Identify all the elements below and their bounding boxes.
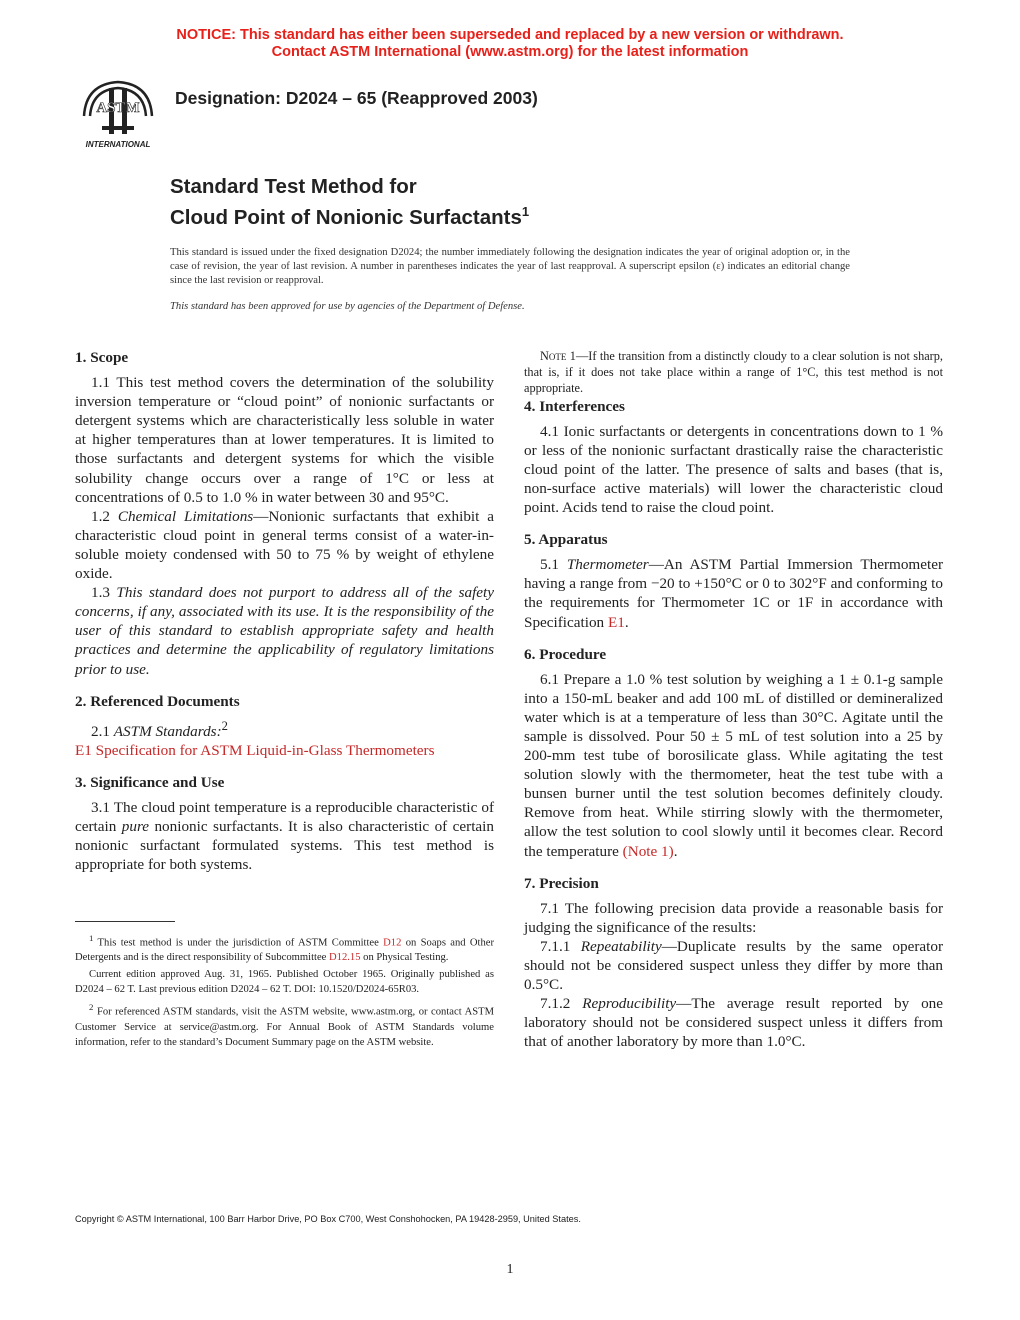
footnotes [75,931,494,1052]
procedure-6-1: 6.1 Prepare a 1.0 % test solution by weighing a 1 ± 0.1-g sample into a 150-mL beaker and add 100 mL of distilled or demineralized water which is at a temperature of less than 30°C. Agitate until the sample is dissolved. Pour 50 ± 5 mL of test solution into a 25 by 200-mm test tube of borosilicate glass. While agitating the test solution slowly with the thermometer, heat the test tube with a bunsen burner until the test solution becomes definitely cloudy. Remove from heat. While stirring slowly with the thermometer, allow the test solution to cool slowly until it becomes clear. Record the temperature (Note 1). [524,670,943,860]
section-interferences [524,397,943,518]
section-scope [75,348,494,679]
scope-heading: 1. Scope [75,349,129,366]
designation: Designation: D2024 – 65 (Reapproved 2003) [175,88,538,108]
right-column [524,348,943,1065]
e1-link[interactable]: E1 [75,741,92,759]
footnote-2: $^2$ For referenced ASTM standards, visit the ASTM website, www.astm.org, or contact ASTM Customer Service at service@astm.org. For Annual Book of ASTM Standards volume information, refer to the standard’s Document Summary page on the ASTM website. [75,1002,495,1048]
notice-line-2: Contact ASTM International (www.astm.org) for the latest information [271,43,749,60]
title-line-2: Cloud Point of Nonionic Surfactants$^1$ [170,204,530,229]
interferences-heading: 4. Interferences [524,397,625,415]
section-procedure [524,645,943,861]
dod-approval-note: This standard has been approved for use by agencies of the Department of Defense. [170,301,525,312]
left-column [75,348,494,887]
title-line-1: Standard Test Method for [170,175,417,198]
procedure-heading: 6. Procedure [524,645,607,663]
note-1-link[interactable]: (Note 1) [622,842,674,860]
footnote-rule [75,921,175,922]
supersede-notice [0,27,1020,60]
refdocs-heading: 2. Referenced Documents [75,692,240,710]
scope-1-3: 1.3 This standard does not purport to address all of the safety concerns, if any, associated with its use. It is the responsibility of the user of this standard to establish appropriate safety and health practices and determine the applicability of regulatory limitations prior to use. [75,584,495,678]
footnote-1: $^1$ This test method is under the jurisdiction of ASTM Committee D12 on Soaps and Other Detergents and is the direct responsibility of Subcommittee D12.15 on Physical Testing. [75,933,494,964]
precision-7-1-1: 7.1.1 Repeatability—Duplicate results by the same operator should not be considered suspect unless they differ by more than 0.5°C. [524,937,944,994]
precision-7-1: 7.1 The following precision data provide a reasonable basis for judging the significance of the results: [524,899,943,936]
footnote-edition: Current edition approved Aug. 31, 1965. Published October 1965. Originally published as D2024 – 62 T. Last previous edition D2024 – 62 T. DOI: 10.1520/D2024-65R03. [75,969,494,996]
logo-letters: ASTM [96,100,140,116]
note-1: Note 1—If the transition from a distinctly cloudy to a clear solution is not sharp, that is, if it does not take place within a range of 1°C, this test method is not appropriate. [524,349,943,396]
title-footnote-mark: 1 [521,204,530,219]
astm-logo [76,76,160,150]
preamble: This standard is issued under the fixed designation D2024; the number immediately following the designation indicates the year of original adoption or, in the case of revision, the year of last revision. A number in parentheses indicates the year of last reapproval. A superscript epsilon (ε) indicates an editorial change since the last revision or reapproval. [170,247,850,287]
e1-title-link[interactable]: Specification for ASTM Liquid-in-Glass Thermometers [95,741,435,759]
significance-heading: 3. Significance and Use [75,773,225,791]
scope-1-1: 1.1 This test method covers the determination of the solubility inversion temperature or “cloud point” of nonionic surfactants or detergent systems which are characteristically less soluble in water at higher temperatures than at lower temperatures. It is limited to those surfactants and detergent systems for which the visible solubility change occurs over a range of 1°C or less at concentrations of 0.5 to 1.0 % in water between 30 and 95°C. [75,374,494,506]
document-title [170,174,529,230]
apparatus-5-1: 5.1 Thermometer—An ASTM Partial Immersion Thermometer having a range from −20 to +150°C or 0 to 302°F and conforming to the requirements for Thermometer 1C or 1F in accordance with Specification E1. [524,556,944,631]
notice-line-1: NOTICE: This standard has either been superseded and replaced by a new version or withdrawn. [176,27,844,43]
apparatus-e1-link[interactable]: E1 [607,613,625,631]
interferences-4-1: 4.1 Ionic surfactants or detergents in concentrations down to 1 % or less of the nonionic surfactant drastically raise the characteristic cloud point of the latter. The presence of salts and bases (that is, non-surface active materials) will lower the characteristic cloud point. Acids tend to raise the cloud point. [524,422,943,517]
d12-15-link[interactable]: D12.15 [329,952,361,964]
section-apparatus [524,530,943,631]
note-1-label: Note 1 [540,349,576,363]
logo-caption: INTERNATIONAL [85,140,151,149]
copyright: Copyright © ASTM International, 100 Barr Harbor Drive, PO Box C700, West Conshohocken, PA 19428-2959, United States. [75,1214,581,1224]
precision-heading: 7. Precision [524,874,599,892]
apparatus-heading: 5. Apparatus [524,531,608,549]
precision-7-1-2: 7.1.2 Reproducibility—The average result reported by one laboratory should not be considered suspect unless it differs from that of another laboratory by more than 1.0°C. [524,995,943,1051]
page-number: 1 [506,1262,514,1277]
section-referenced-documents [75,692,494,760]
scope-1-2: 1.2 Chemical Limitations—Nonionic surfactants that exhibit a characteristic cloud point in general terms consist of a water-in-soluble moiety condensed with 50 to 75 % by weight of ethylene oxide. [75,507,494,583]
section-precision [524,874,943,1052]
significance-3-1: 3.1 The cloud point temperature is a reproducible characteristic of certain pure nonionic surfactants. It is also characteristic of certain nonionic surfactant formulated systems. This test method is appropriate for both systems. [75,799,494,874]
d12-link[interactable]: D12 [383,937,402,949]
refdocs-e1 [75,741,494,760]
refdocs-2-1: 2.1 ASTM Standards:$^2$ [91,718,228,740]
astm-logo-icon [76,76,160,150]
section-significance [75,773,494,874]
